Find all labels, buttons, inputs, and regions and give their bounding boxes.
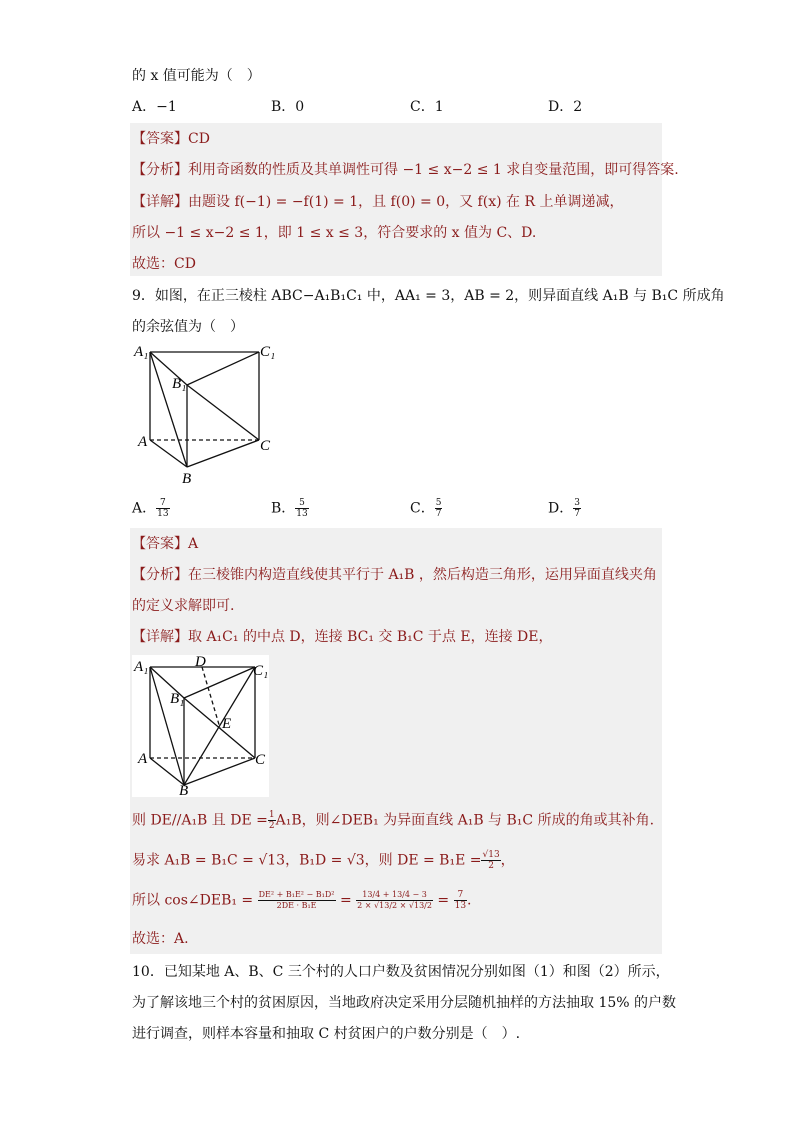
q9-analysis-1 (132, 565, 657, 585)
q9-option-d (548, 498, 581, 519)
q8-choose: 故选：CD (132, 256, 196, 272)
q9-detail-3 (132, 850, 515, 871)
q8-detail-2: 所以 −1 ≤ x−2 ≤ 1，即 1 ≤ x ≤ 3，符合要求的 x 值为 C、D. (132, 225, 537, 241)
analysis-tag: 【分析】 (132, 567, 188, 583)
q9-option-b (271, 498, 309, 519)
label-A: A (138, 434, 148, 450)
prism-figure (132, 340, 282, 488)
q8-option-b: B．0 (271, 99, 305, 115)
q8-option-c: C．1 (410, 99, 444, 115)
equals-sign-2: = (437, 892, 450, 909)
detail-tag: 【详解】 (132, 629, 188, 645)
answer-value: A (188, 536, 199, 552)
option-fraction: $\frac{3}{7}$ (574, 498, 580, 519)
label-A1: A₁ (134, 659, 149, 675)
label-E: E (222, 716, 232, 732)
detail-text: 取 A₁C₁ 的中点 D，连接 BC₁ 交 B₁C 于点 E，连接 DE， (188, 629, 553, 645)
prism-figure-with-midpoint (132, 655, 269, 797)
analysis-text: 利用奇函数的性质及其单调性可得 −1 ≤ x−2 ≤ 1 求自变量范围，即可得答案. (188, 162, 679, 178)
q9-choose: 故选：A. (132, 931, 189, 947)
detail-3-pre: 易求 A₁B = B₁C = √13，B₁D = √3，则 DE = B₁E = (132, 852, 482, 869)
q9-detail-2 (132, 810, 654, 831)
period: . (467, 892, 472, 909)
detail-2-pre: 则 DE//A₁B 且 DE = (132, 812, 268, 829)
option-fraction: $\frac{5}{7}$ (435, 498, 442, 519)
q10-stem-2: 为了解该地三个村的贫困原因，当地政府决定采用分层随机抽样的方法抽取 15% 的户数 (132, 995, 677, 1011)
answer-tag: 【答案】 (132, 131, 188, 147)
cosine-law-fraction: $\frac{\text{DE² + B₁E² − B₁D²}}{\text{2DE · B₁E}}$ (258, 890, 335, 910)
label-A1: A₁ (134, 344, 149, 360)
q8-option-a: A．−1 (132, 99, 177, 115)
label-C1: C₁ (260, 344, 276, 360)
option-letter: C． (410, 500, 435, 517)
label-B1: B₁ (170, 691, 185, 707)
q8-answer (132, 129, 210, 149)
detail-2-post: A₁B，则∠DEB₁ 为异面直线 A₁B 与 B₁C 所成的角或其补角. (275, 812, 655, 829)
q9-detail-1 (132, 627, 552, 647)
option-letter: B． (271, 500, 296, 517)
equals-sign: = (339, 892, 352, 909)
q9-stem-1: 9．如图，在正三棱柱 ABC−A₁B₁C₁ 中，AA₁ = 3，AB = 2，则异面直线 A₁B 与 B₁C 所成角 (132, 288, 725, 304)
substituted-fraction: $\frac{13/4 + 13/4 - 3}{2 \times √13/2 \times √13/2}$ (357, 890, 432, 910)
answer-tag: 【答案】 (132, 536, 188, 552)
analysis-tag: 【分析】 (132, 162, 188, 178)
q9-option-a (132, 498, 170, 519)
q10-stem-1: 10．已知某地 A、B、C 三个村的人口户数及贫困情况分别如图（1）和图（2）所示， (132, 964, 670, 980)
detail-text: 由题设 f(−1) = −f(1) = 1，且 f(0) = 0，又 f(x) 在 R 上单调递减， (188, 194, 624, 210)
label-A: A (138, 751, 148, 767)
detail-tag: 【详解】 (132, 194, 188, 210)
label-B: B (179, 783, 189, 797)
q9-stem-2: 的余弦值为（ ） (132, 319, 244, 335)
answer-value: CD (188, 131, 210, 147)
q8-stem-tail: 的 x 值可能为（ ） (132, 68, 261, 84)
q8-detail-1 (132, 192, 623, 212)
label-C: C (260, 438, 271, 454)
label-C: C (255, 752, 266, 768)
q9-detail-4 (132, 890, 472, 911)
label-B1: B₁ (172, 376, 187, 392)
detail-4-pre: 所以 cos∠DEB₁ = (132, 892, 254, 909)
q10-stem-3: 进行调查，则样本容量和抽取 C 村贫困户的户数分别是（ ）. (132, 1026, 521, 1042)
label-D: D (195, 655, 206, 670)
analysis-text: 在三棱锥内构造直线使其平行于 A₁B ，然后构造三角形，运用异面直线夹角 (188, 567, 657, 583)
detail-3-post: ， (500, 852, 515, 869)
option-fraction: $\frac{5}{13}$ (296, 498, 308, 519)
option-letter: A． (132, 500, 157, 517)
option-fraction: $\frac{7}{13}$ (157, 498, 169, 519)
q8-option-d: D．2 (548, 99, 583, 115)
q9-analysis-2: 的定义求解即可. (132, 598, 235, 614)
q9-option-c (410, 498, 442, 519)
result-fraction: $\frac{7}{13}$ (454, 890, 467, 911)
option-letter: D． (548, 500, 574, 517)
label-C1: C₁ (253, 663, 269, 679)
half-fraction: $\frac{1}{2}$ (268, 810, 275, 831)
q9-answer (132, 534, 198, 554)
q8-analysis (132, 160, 679, 180)
label-B: B (182, 471, 192, 487)
sqrt13-half-fraction: $\frac{√13}{2}$ (482, 850, 500, 871)
